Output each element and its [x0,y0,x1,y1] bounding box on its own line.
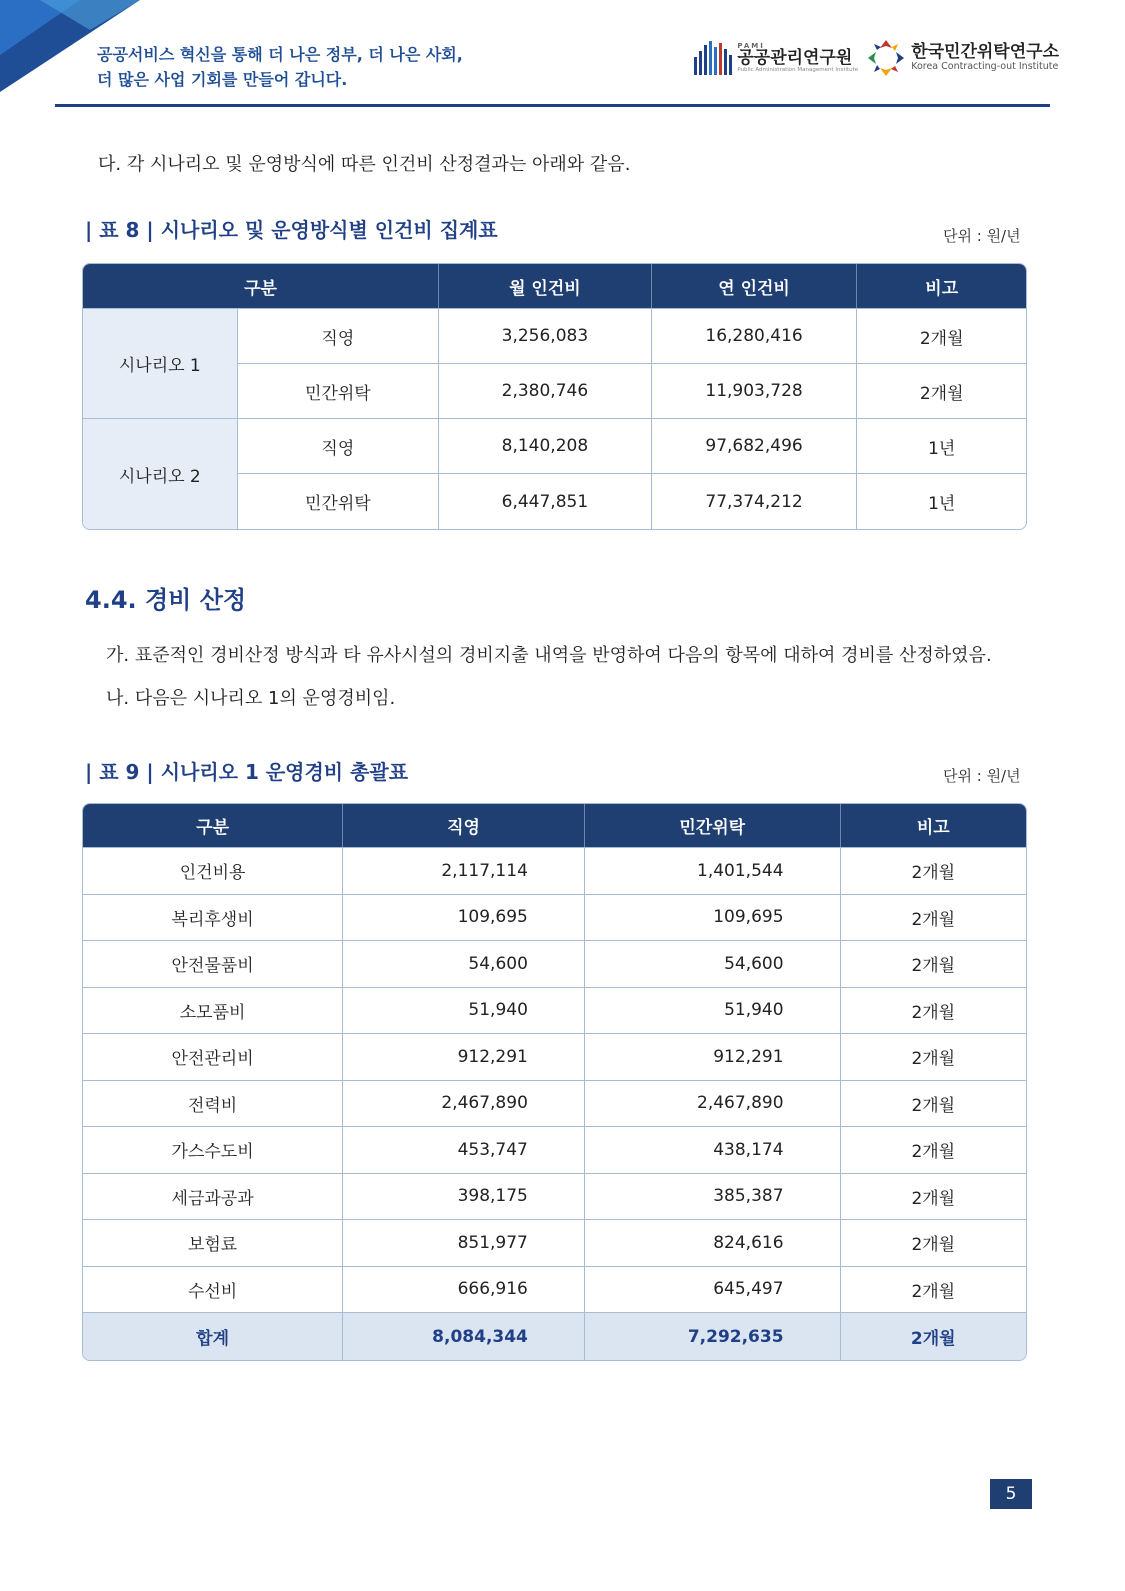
table9-header-direct: 직영 [343,804,585,847]
direct-cost: 453,747 [343,1126,585,1173]
note: 2개월 [841,987,1026,1034]
outsourced-cost: 2,467,890 [585,1080,841,1127]
note: 2개월 [841,894,1026,941]
header-logos [694,38,1059,78]
expense-item: 복리후생비 [83,894,343,941]
outsourced-cost: 912,291 [585,1033,841,1080]
note: 2개월 [841,1173,1026,1220]
outsourced-cost: 438,174 [585,1126,841,1173]
intro-paragraph: 다. 각 시나리오 및 운영방식에 따른 인건비 산정결과는 아래와 같음. [98,154,631,175]
direct-cost: 51,940 [343,987,585,1034]
table-row [83,987,1026,1034]
note: 2개월 [841,940,1026,987]
note: 2개월 [841,1033,1026,1080]
annual-cost: 97,682,496 [652,418,858,473]
table8-unit: 단위 : 원/년 [943,227,1021,245]
table8-header-annual: 연 인건비 [652,264,858,308]
outsourced-cost: 51,940 [585,987,841,1034]
outsourced-cost: 7,292,635 [585,1312,841,1360]
direct-cost: 8,084,344 [343,1312,585,1360]
note: 1년 [857,473,1026,529]
expense-item: 소모품비 [83,987,343,1034]
note: 2개월 [841,1266,1026,1313]
header-divider [55,104,1050,107]
table8 [82,263,1027,530]
outsourced-cost: 109,695 [585,894,841,941]
section-paragraph-a: 가. 표준적인 경비산정 방식과 타 유사시설의 경비지출 내역을 반영하여 다음의 항목에 대하여 경비를 산정하였음. [106,645,992,666]
scenario-label: 시나리오 2 [83,418,238,529]
expense-item: 안전관리비 [83,1033,343,1080]
table-row [83,1219,1026,1266]
note: 2개월 [841,1312,1026,1360]
outsourced-cost: 1,401,544 [585,847,841,894]
pami-bars-icon [694,41,732,75]
annual-cost: 77,374,212 [652,473,858,529]
operation-type: 민간위탁 [238,473,439,529]
note: 1년 [857,418,1026,473]
expense-item: 인건비용 [83,847,343,894]
monthly-cost: 3,256,083 [439,308,652,363]
table-row [83,1266,1026,1313]
note: 2개월 [841,1219,1026,1266]
table-row [83,940,1026,987]
table-row [83,1080,1026,1127]
pami-acronym: PAMI [737,41,765,50]
scenario-label: 시나리오 1 [83,308,238,418]
note: 2개월 [857,363,1026,418]
kci-arrows-icon [866,38,906,78]
direct-cost: 54,600 [343,940,585,987]
outsourced-cost: 54,600 [585,940,841,987]
table-row [83,1033,1026,1080]
expense-item: 수선비 [83,1266,343,1313]
table-row [83,894,1026,941]
expense-item: 안전물품비 [83,940,343,987]
table8-header-category: 구분 [83,264,439,308]
section-title: 4.4. 경비 산정 [85,586,247,614]
operation-type: 직영 [238,308,439,363]
expense-item: 세금과공과 [83,1173,343,1220]
table-row [83,418,1026,473]
direct-cost: 912,291 [343,1033,585,1080]
annual-cost: 16,280,416 [652,308,858,363]
pami-logo [694,41,858,75]
table-row [83,308,1026,363]
slogan-line-1: 공공서비스 혁신을 통해 더 나은 정부, 더 나은 사회, [97,45,463,64]
direct-cost: 2,117,114 [343,847,585,894]
direct-cost: 666,916 [343,1266,585,1313]
table-row [83,1173,1026,1220]
annual-cost: 11,903,728 [652,363,858,418]
kci-name: 한국민간위탁연구소 [911,42,1059,63]
note: 2개월 [841,1126,1026,1173]
table9-header-outsourced: 민간위탁 [585,804,841,847]
direct-cost: 2,467,890 [343,1080,585,1127]
outsourced-cost: 824,616 [585,1219,841,1266]
expense-item: 보험료 [83,1219,343,1266]
note: 2개월 [841,1080,1026,1127]
table9-unit: 단위 : 원/년 [943,767,1021,785]
outsourced-cost: 385,387 [585,1173,841,1220]
expense-item: 가스수도비 [83,1126,343,1173]
direct-cost: 109,695 [343,894,585,941]
section-paragraph-b: 나. 다음은 시나리오 1의 운영경비임. [106,688,396,709]
monthly-cost: 2,380,746 [439,363,652,418]
table-row [83,1126,1026,1173]
table-row [83,847,1026,894]
operation-type: 직영 [238,418,439,473]
total-row [83,1312,1026,1360]
note: 2개월 [841,847,1026,894]
table8-caption: | 표 8 | 시나리오 및 운영방식별 인건비 집계표 [85,218,498,242]
operation-type: 민간위탁 [238,363,439,418]
pami-english: Public Administration Management Institute [737,66,859,73]
expense-item: 합계 [83,1312,343,1360]
direct-cost: 851,977 [343,1219,585,1266]
expense-item: 전력비 [83,1080,343,1127]
monthly-cost: 8,140,208 [439,418,652,473]
outsourced-cost: 645,497 [585,1266,841,1313]
table8-header-monthly: 월 인건비 [439,264,652,308]
header-slogan [97,42,463,92]
pami-name: 공공관리연구원 [737,47,853,68]
table9-header-note: 비고 [841,804,1026,847]
note: 2개월 [857,308,1026,363]
monthly-cost: 6,447,851 [439,473,652,529]
table8-header-note: 비고 [857,264,1026,308]
page-number: 5 [990,1479,1032,1509]
direct-cost: 398,175 [343,1173,585,1220]
table9 [82,803,1027,1361]
kci-english: Korea Contracting-out Institute [911,60,1059,72]
table9-header-category: 구분 [83,804,343,847]
slogan-line-2: 더 많은 사업 기회를 만들어 갑니다. [97,70,348,89]
kci-logo [866,38,1059,78]
table9-caption: | 표 9 | 시나리오 1 운영경비 총괄표 [85,760,409,784]
